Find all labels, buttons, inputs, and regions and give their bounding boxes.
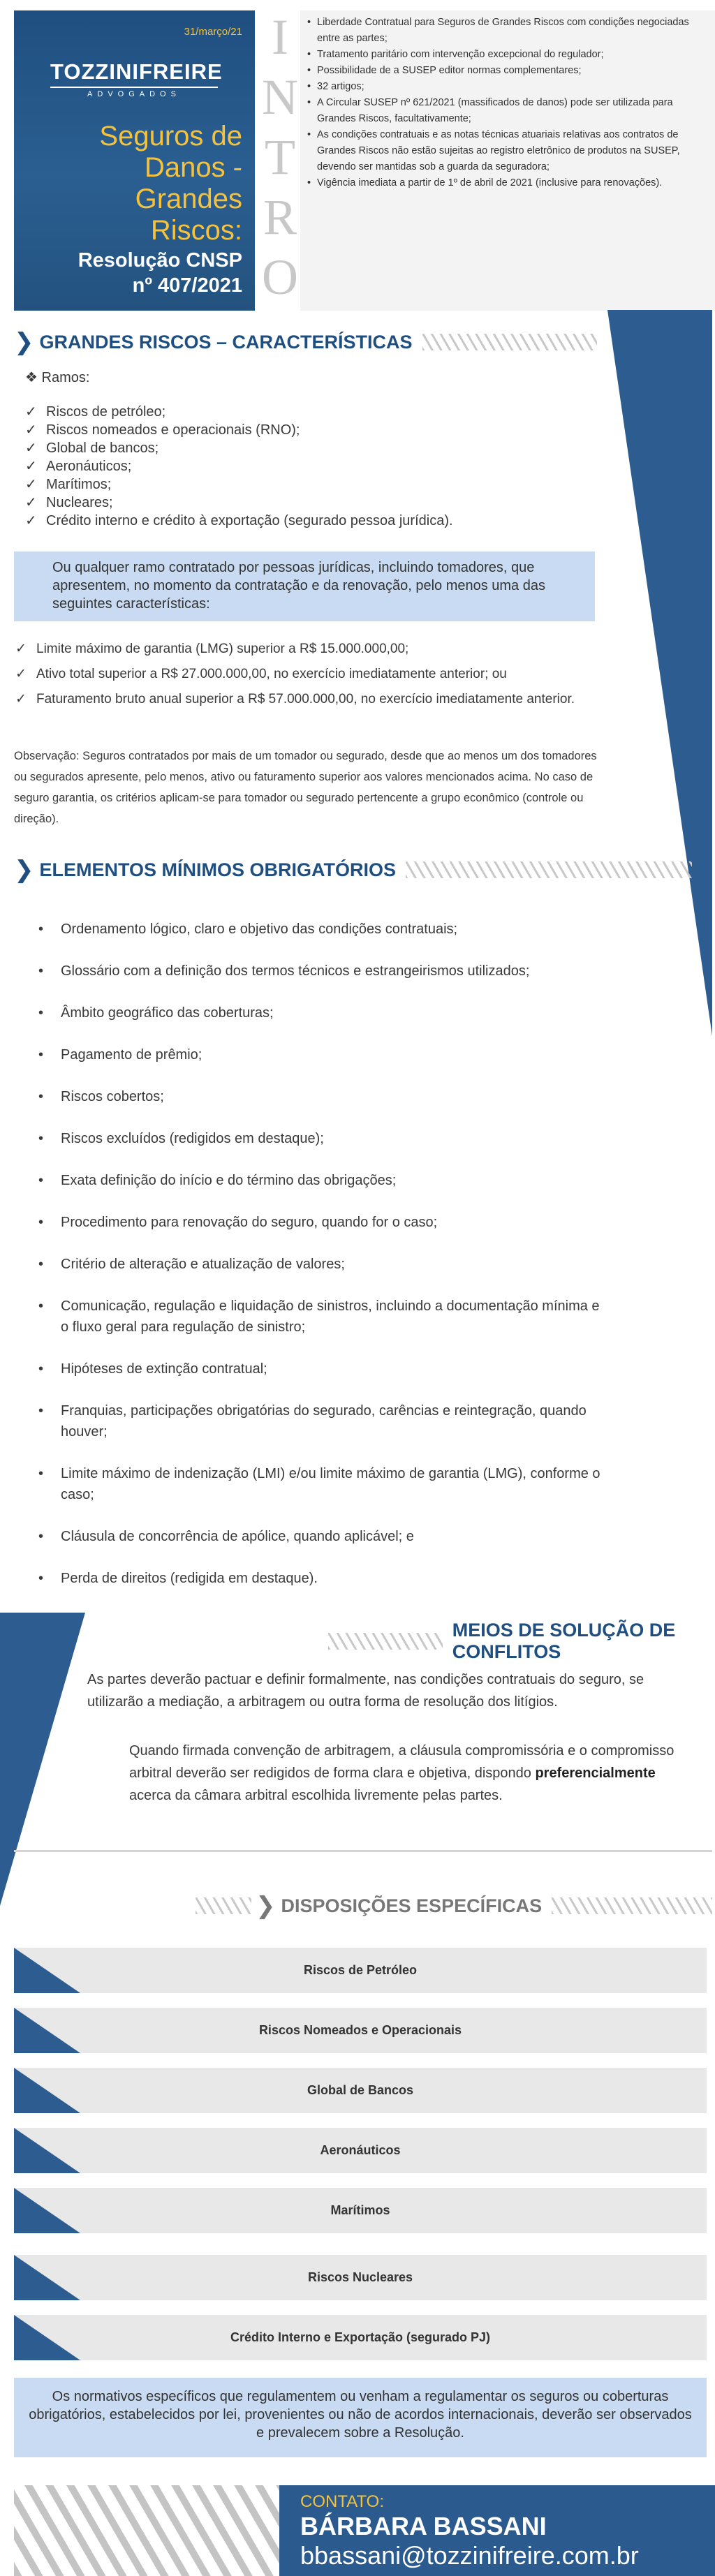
ramo-item: ✓ Riscos de petróleo; — [25, 403, 453, 421]
ramo-item: ✓ Marítimos; — [25, 475, 453, 494]
row-triangle — [14, 2188, 80, 2233]
intro-list — [307, 15, 705, 191]
hatch-decoration — [328, 1633, 443, 1650]
hatch-decoration — [422, 334, 597, 350]
contact-label: CONTATO: — [300, 2492, 384, 2511]
chevron-right-icon: ❯ — [14, 329, 34, 355]
title-line: Grandes — [135, 184, 242, 214]
row-triangle — [14, 2068, 80, 2113]
disposicoes-footer-note: Os normativos específicos que regulamentem ou venham a regulamentar os seguros ou coberturas obrigatórios, estabelecidos por lei, provenientes ou não de acordos internacionais, deverão ser observados e prevalecem sobre a Resolução. — [14, 2378, 707, 2457]
section-heading-meios — [328, 1620, 715, 1663]
characteristics-box: Ou qualquer ramo contratado por pessoas jurídicas, incluindo tomadores, que apresentem, no momento da contratação e da renovação, pelo menos uma das seguintes características: — [14, 552, 595, 621]
chevron-right-icon: ❯ — [14, 857, 34, 883]
elemento-item: • Glossário com a definição dos termos técnicos e estrangeirismos utilizados; — [38, 961, 611, 982]
elemento-item: • Comunicação, regulação e liquidação de sinistros, incluindo a documentação mínima e o fluxo geral para regulação de sinistro; — [38, 1296, 611, 1338]
logo-sub: ADVOGADOS — [50, 87, 218, 98]
divider — [14, 1850, 712, 1852]
disposicao-row — [14, 2008, 707, 2053]
title-line: Danos - — [144, 152, 242, 183]
disposicao-label: Riscos Nomeados e Operacionais — [258, 2023, 462, 2037]
contact-email-link[interactable]: bbassani@tozzinifreire.com.br — [300, 2541, 639, 2570]
header-title — [99, 121, 242, 246]
ramos-title — [25, 369, 89, 386]
disposicao-row — [14, 2188, 707, 2233]
section-heading-elementos — [14, 856, 692, 884]
row-triangle — [14, 2008, 80, 2053]
decorative-triangle-left — [0, 1613, 85, 1906]
row-triangle — [14, 1948, 80, 1993]
intro-item: • A Circular SUSEP nº 621/2021 (massificados de danos) pode ser utilizada para Grandes Riscos, facultativamente; — [307, 95, 705, 127]
section-title: GRANDES RISCOS – CARACTERÍSTICAS — [39, 331, 413, 353]
intro-letter: O — [262, 249, 298, 305]
disposicao-label: Crédito Interno e Exportação (segurado PJ) — [230, 2330, 491, 2344]
disposicao-label: Global de Bancos — [307, 2083, 414, 2097]
contact-hatch-decoration — [14, 2485, 279, 2576]
limit-item: ✓ Limite máximo de garantia (LMG) superior a R$ 15.000.000,00; — [15, 637, 602, 662]
disposicao-label: Riscos de Petróleo — [303, 1963, 418, 1977]
chevron-right-icon: ❯ — [256, 1893, 276, 1919]
intro-letter: T — [265, 129, 295, 185]
intro-item: • Vigência imediata a partir de 1º de abril de 2021 (inclusive para renovações). — [307, 175, 705, 191]
intro-item: • 32 artigos; — [307, 79, 705, 95]
meios-p2-text-end: acerca da câmara arbitral escolhida livremente pelas partes. — [129, 1788, 503, 1803]
disposicao-row — [14, 2315, 707, 2360]
intro-vertical-label — [260, 7, 300, 307]
ramo-item: ✓ Nucleares; — [25, 494, 453, 512]
header-subtitle — [78, 248, 242, 298]
meios-paragraph-2 — [129, 1740, 681, 1807]
intro-item: • Tratamento paritário com intervenção excepcional do regulador; — [307, 47, 705, 63]
intro-letter: N — [262, 69, 298, 125]
section-heading-disposicoes — [196, 1892, 712, 1920]
limits-list — [15, 637, 602, 712]
elemento-item: • Critério de alteração e atualização de valores; — [38, 1254, 611, 1275]
elemento-item: • Cláusula de concorrência de apólice, quando aplicável; e — [38, 1526, 611, 1547]
intro-item: • Possibilidade de a SUSEP editor normas complementares; — [307, 63, 705, 79]
disposicao-row — [14, 1948, 707, 1993]
disposicao-row — [14, 2255, 707, 2300]
header-blue-panel — [14, 10, 255, 311]
elemento-item: • Franquias, participações obrigatórias do segurado, carências e reintegração, quando houver; — [38, 1400, 611, 1442]
intro-item: • Liberdade Contratual para Seguros de Grandes Riscos com condições negociadas entre as partes; — [307, 15, 705, 47]
elemento-item: • Ordenamento lógico, claro e objetivo das condições contratuais; — [38, 919, 611, 940]
header — [0, 0, 715, 314]
meios-p2-bold: preferencialmente — [535, 1766, 656, 1781]
header-date: 31/março/21 — [184, 26, 242, 38]
elemento-item: • Limite máximo de indenização (LMI) e/ou limite máximo de garantia (LMG), conforme o caso; — [38, 1463, 611, 1505]
title-line: Riscos: — [150, 215, 242, 246]
meios-p2-text: Quando firmada convenção de arbitragem, a cláusula compromissória e o compromisso arbitral deverão ser redigidos de forma clara e objetiva, dispondo — [129, 1743, 675, 1781]
firm-logo — [50, 59, 223, 98]
row-triangle — [14, 2255, 80, 2300]
observation-text: Observação: Seguros contratados por mais de um tomador ou segurado, desde que ao menos um dos tomadores ou segurados apresente, pelo menos, ativo ou faturamento superior aos valores mencionados acima. No caso de seguro garantia, os critérios aplicam-se para tomador ou segurado pertencente a grupo econômico (controle ou direção). — [14, 750, 597, 825]
elemento-item: • Riscos excluídos (redigidos em destaque); — [38, 1128, 611, 1149]
title-line: Seguros de — [99, 121, 242, 151]
disposicao-row — [14, 2128, 707, 2173]
subtitle-line: nº 407/2021 — [132, 274, 242, 297]
section-title: ELEMENTOS MÍNIMOS OBRIGATÓRIOS — [39, 859, 397, 880]
limit-item: ✓ Faturamento bruto anual superior a R$ 57.000.000,00, no exercício imediatamente anterior. — [15, 687, 602, 712]
logo-main: TOZZINIFREIRE — [50, 59, 223, 84]
elementos-list — [38, 919, 611, 1610]
disposicao-label: Riscos Nucleares — [307, 2270, 413, 2284]
ramo-item: ✓ Crédito interno e crédito à exportação (segurado pessoa jurídica). — [25, 512, 453, 530]
intro-item: • As condições contratuais e as notas técnicas atuariais relativas aos contratos de Grandes Riscos não estão sujeitas ao registro eletrônico de produtos na SUSEP, devendo ser mantidas sob a guarda da seguradora; — [307, 127, 705, 175]
row-triangle — [14, 2128, 80, 2173]
elemento-item: • Exata definição do início e do término das obrigações; — [38, 1170, 611, 1191]
ramos-label: Ramos: — [41, 370, 90, 385]
elemento-item: • Âmbito geográfico das coberturas; — [38, 1002, 611, 1023]
elemento-item: • Riscos cobertos; — [38, 1086, 611, 1107]
ramo-item: ✓ Aeronáuticos; — [25, 457, 453, 475]
section-heading-grandes-riscos — [14, 328, 597, 356]
hatch-decoration — [552, 1897, 712, 1914]
hatch-decoration — [196, 1897, 251, 1914]
section-title: DISPOSIÇÕES ESPECÍFICAS — [281, 1895, 543, 1916]
intro-letter: I — [272, 9, 288, 65]
intro-letter: R — [263, 189, 297, 245]
elemento-item: • Procedimento para renovação do seguro, quando for o caso; — [38, 1212, 611, 1233]
elemento-item: • Perda de direitos (redigida em destaque). — [38, 1568, 611, 1589]
section-title: MEIOS DE SOLUÇÃO DE CONFLITOS — [452, 1620, 676, 1662]
elemento-item: • Hipóteses de extinção contratual; — [38, 1359, 611, 1379]
row-triangle — [14, 2315, 80, 2360]
decorative-triangle-right — [607, 310, 712, 1036]
limit-item: ✓ Ativo total superior a R$ 27.000.000,00, no exercício imediatamente anterior; ou — [15, 662, 602, 687]
diamond-bullet-icon: ❖ — [25, 370, 38, 385]
disposicao-label: Aeronáuticos — [320, 2143, 401, 2157]
subtitle-line: Resolução CNSP — [78, 249, 242, 272]
disposicao-label: Marítimos — [330, 2203, 390, 2217]
hatch-decoration — [406, 861, 692, 878]
disposicao-row — [14, 2068, 707, 2113]
meios-paragraph-1: As partes deverão pactuar e definir formalmente, nas condições contratuais do seguro, se utilizarão a mediação, a arbitragem ou outra forma de resolução dos litígios. — [87, 1672, 644, 1710]
elemento-item: • Pagamento de prêmio; — [38, 1044, 611, 1065]
ramos-list — [25, 403, 453, 530]
intro-box — [300, 10, 715, 311]
ramo-item: ✓ Riscos nomeados e operacionais (RNO); — [25, 421, 453, 439]
contact-name: BÁRBARA BASSANI — [300, 2512, 547, 2540]
ramo-item: ✓ Global de bancos; — [25, 439, 453, 457]
